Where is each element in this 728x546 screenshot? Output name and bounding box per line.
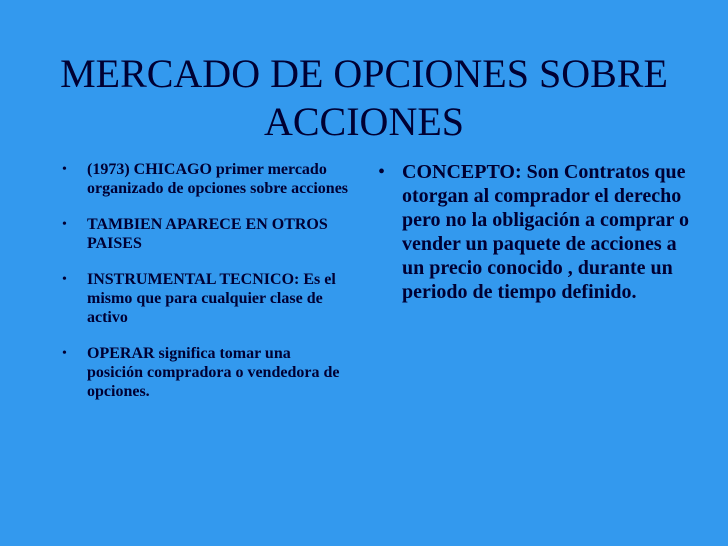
bullet-text: CONCEPTO: Son Contratos que otorgan al comprador el derecho pero no la obligación a comprar o vender un paquete de acciones a un precio conocido , durante un periodo de tiempo definido. xyxy=(402,161,690,303)
title-line-1: MERCADO DE OPCIONES SOBRE xyxy=(60,51,668,96)
bullet-icon: • xyxy=(378,161,386,183)
bullet-icon: • xyxy=(62,162,67,177)
left-bullet-list xyxy=(60,160,350,418)
bullet-text: OPERAR significa tomar una posición compradora o vendedora de opciones. xyxy=(87,345,340,400)
title-line-2: ACCIONES xyxy=(263,99,465,144)
bullet-text: (1973) CHICAGO primer mercado organizado de opciones sobre acciones xyxy=(87,161,349,197)
list-item xyxy=(60,160,350,198)
list-item xyxy=(60,215,350,253)
bullet-icon: • xyxy=(62,346,67,361)
right-bullet-list xyxy=(375,160,695,304)
slide-title xyxy=(50,50,678,146)
bullet-icon: • xyxy=(62,217,67,232)
list-item xyxy=(60,344,350,401)
bullet-text: TAMBIEN APARECE EN OTROS PAISES xyxy=(87,216,328,252)
list-item xyxy=(375,160,695,304)
list-item xyxy=(60,270,350,327)
bullet-icon: • xyxy=(62,272,67,287)
bullet-text: INSTRUMENTAL TECNICO: Es el mismo que para cualquier clase de activo xyxy=(87,271,336,326)
